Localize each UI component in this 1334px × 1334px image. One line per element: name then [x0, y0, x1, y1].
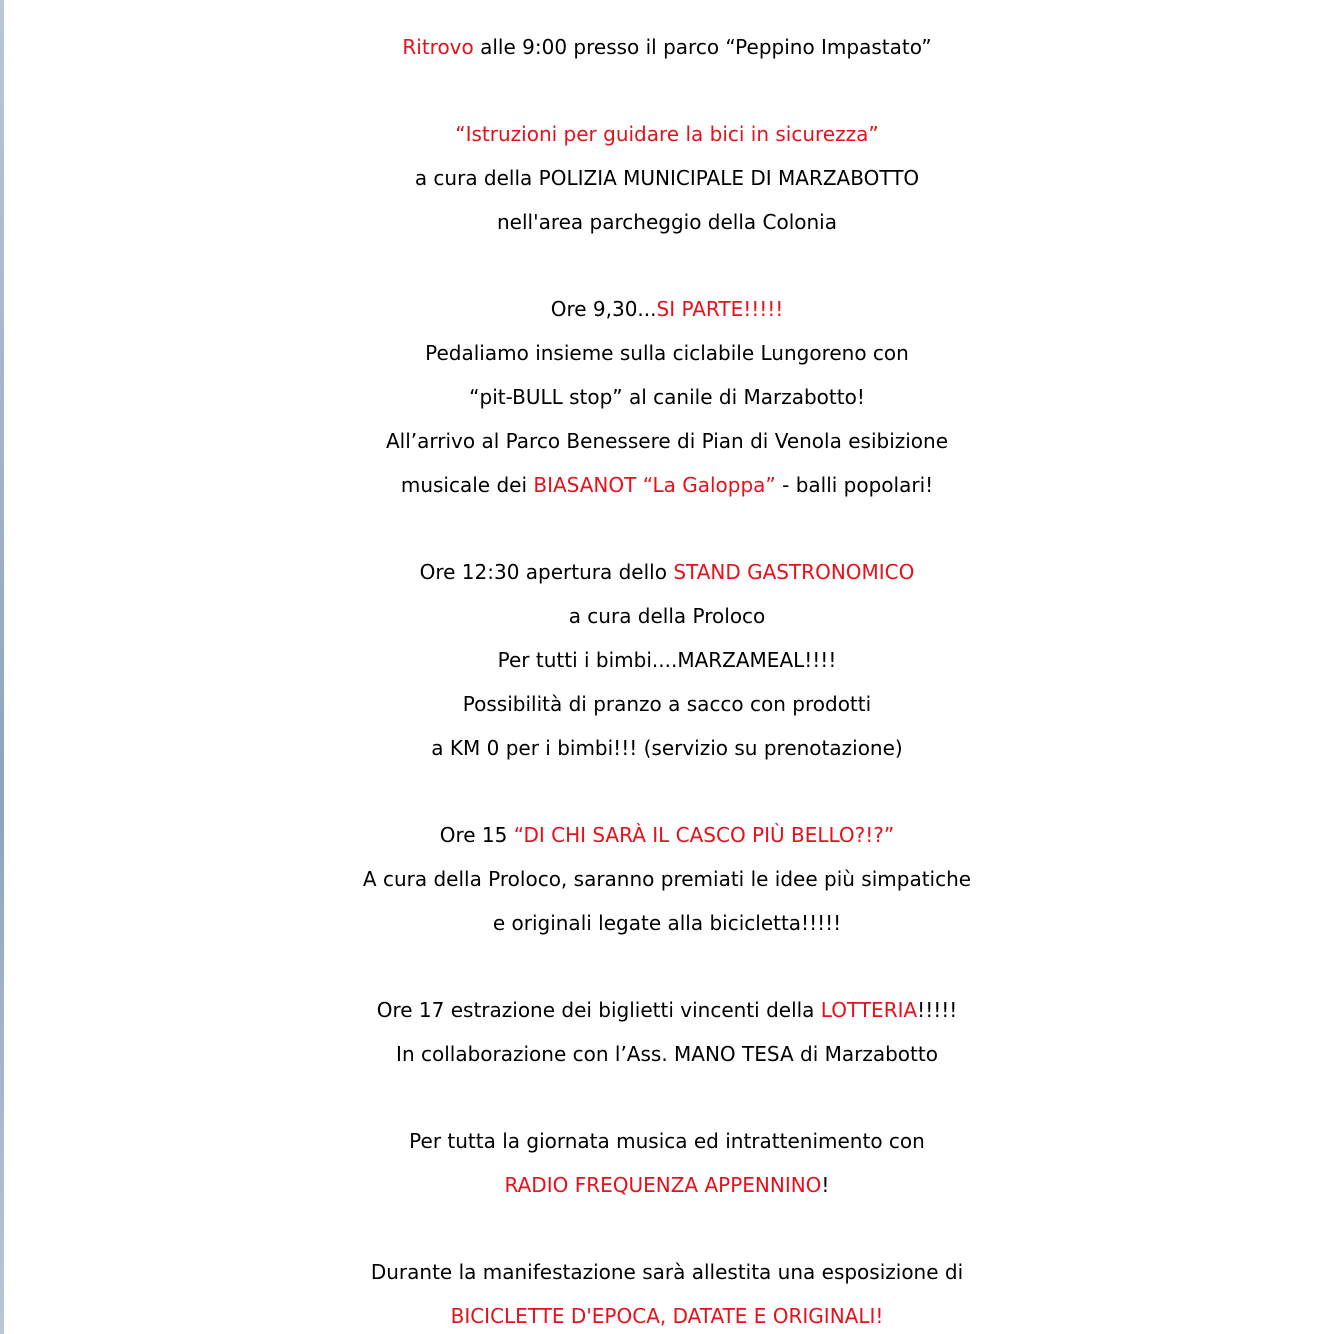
- lottery-line: [0, 990, 1334, 1030]
- helmet-time: Ore 15: [439, 823, 514, 847]
- lunch-text-2: a KM 0 per i bimbi!!! (servizio su prenotazione): [431, 736, 903, 760]
- meeting-text: alle 9:00 presso il parco “Peppino Impastato”: [473, 35, 932, 59]
- lunch-text-1: Possibilità di pranzo a sacco con prodotti: [462, 692, 872, 716]
- helmet-line: [0, 815, 1334, 855]
- meeting-label: Ritrovo: [402, 35, 474, 59]
- ride-text-3: All’arrivo al Parco Benessere di Pian di Venola esibizione: [385, 429, 949, 453]
- music-text-b: - balli popolari!: [775, 473, 934, 497]
- safety-location: nell'area parcheggio della Colonia: [496, 210, 837, 234]
- radio-line-2: [0, 1165, 1334, 1205]
- safety-organizer: a cura della POLIZIA MUNICIPALE DI MARZABOTTO: [414, 166, 920, 190]
- safety-organizer-line: [0, 158, 1334, 198]
- helmet-desc-2: e originali legate alla bicicletta!!!!!: [492, 911, 842, 935]
- food-organizer: a cura della Proloco: [568, 604, 766, 628]
- helmet-contest: “DI CHI SARÀ IL CASCO PIÙ BELLO?!?”: [513, 823, 895, 847]
- lottery-label: LOTTERIA: [820, 998, 918, 1022]
- vintage-bikes-line: [0, 1296, 1334, 1334]
- lottery-text-b: !!!!!: [917, 998, 958, 1022]
- vintage-bikes: BICICLETTE D'EPOCA, DATATE E ORIGINALI!: [450, 1304, 884, 1328]
- safety-location-line: [0, 202, 1334, 242]
- ride-line-1: [0, 333, 1334, 373]
- music-text-a: musicale dei: [400, 473, 534, 497]
- kids-meal: Per tutti i bimbi....MARZAMEAL!!!!: [497, 648, 837, 672]
- start-line: [0, 289, 1334, 329]
- food-organizer-line: [0, 596, 1334, 636]
- ride-text-2: “pit-BULL stop” al canile di Marzabotto!: [469, 385, 865, 409]
- radio-exclaim: !: [821, 1173, 830, 1197]
- lunch-line-2: [0, 728, 1334, 768]
- collaboration-line: [0, 1034, 1334, 1074]
- radio-name: RADIO FREQUENZA APPENNINO: [504, 1173, 822, 1197]
- safety-title-line: [0, 114, 1334, 154]
- helmet-desc-line-2: [0, 903, 1334, 943]
- ride-line-2: [0, 377, 1334, 417]
- food-line: [0, 552, 1334, 592]
- safety-title: “Istruzioni per guidare la bici in sicurezza”: [455, 122, 879, 146]
- ride-line-3: [0, 421, 1334, 461]
- radio-line-1: [0, 1121, 1334, 1161]
- food-time: Ore 12:30 apertura dello: [419, 560, 674, 584]
- lunch-line-1: [0, 684, 1334, 724]
- start-label: SI PARTE!!!!!: [656, 297, 784, 321]
- helmet-desc-line-1: [0, 859, 1334, 899]
- radio-text: Per tutta la giornata musica ed intrattenimento con: [409, 1129, 925, 1153]
- food-stand: STAND GASTRONOMICO: [673, 560, 915, 584]
- start-time: Ore 9,30...: [550, 297, 657, 321]
- helmet-desc-1: A cura della Proloco, saranno premiati le idee più simpatiche: [362, 867, 972, 891]
- music-line: [0, 465, 1334, 505]
- kids-meal-line: [0, 640, 1334, 680]
- ride-text-1: Pedaliamo insieme sulla ciclabile Lungoreno con: [425, 341, 909, 365]
- band-name: BIASANOT “La Galoppa”: [533, 473, 776, 497]
- collaboration-text: In collaborazione con l’Ass. MANO TESA di Marzabotto: [396, 1042, 938, 1066]
- meeting-line: [0, 27, 1334, 67]
- lottery-text-a: Ore 17 estrazione dei biglietti vincenti della: [376, 998, 821, 1022]
- exhibition-line: [0, 1252, 1334, 1292]
- exhibition-text: Durante la manifestazione sarà allestita una esposizione di: [370, 1260, 964, 1284]
